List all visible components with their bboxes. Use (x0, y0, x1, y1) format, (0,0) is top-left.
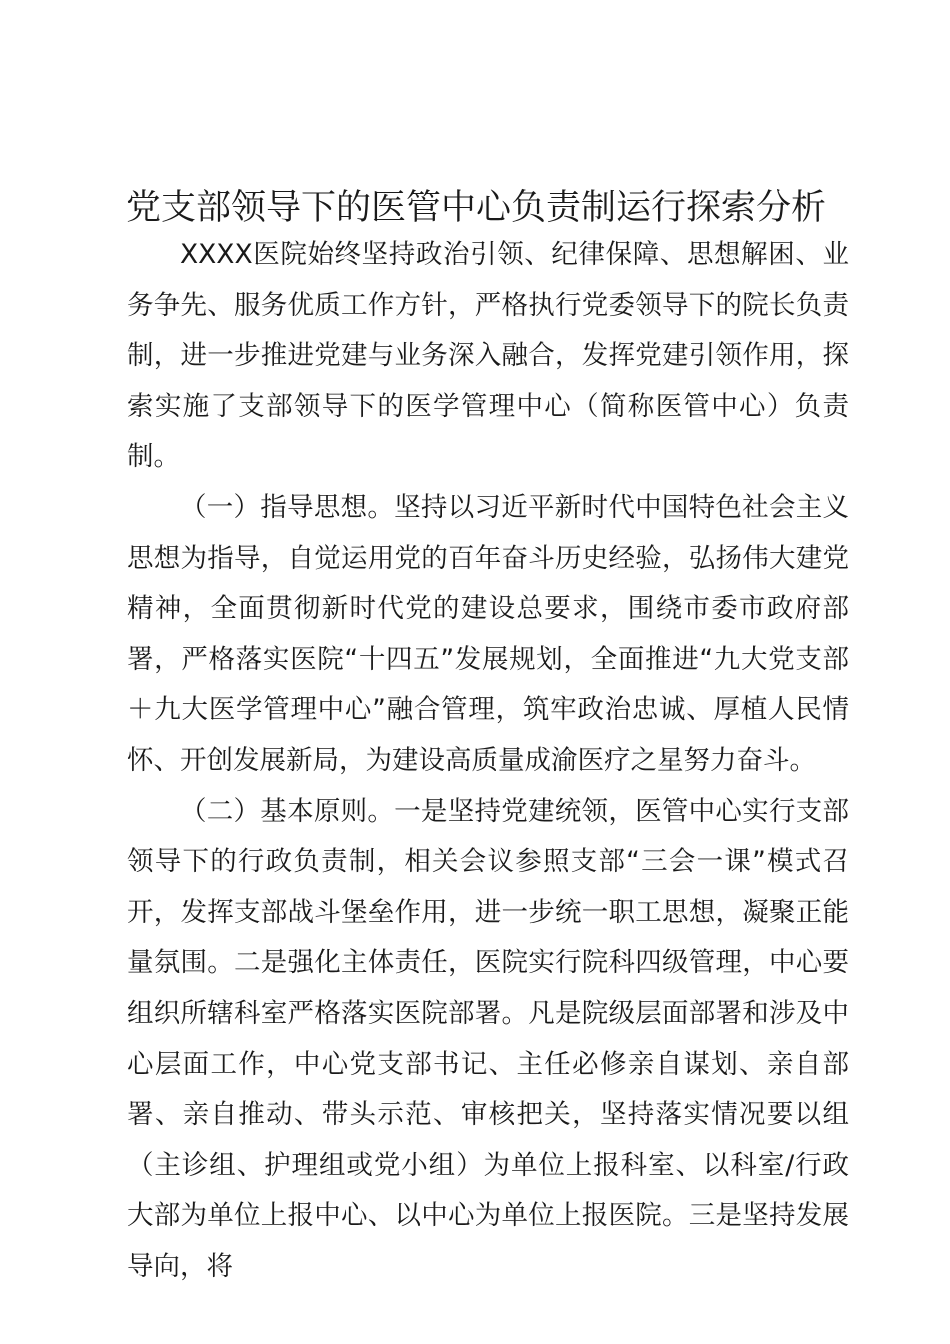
document-title: 党支部领导下的医管中心负责制运行探索分析 (126, 188, 827, 228)
paragraph-intro: XXXX医院始终坚持政治引领、纪律保障、思想解困、业务争先、服务优质工作方针，严格执行党委领导下的院长负责制，进一步推进党建与业务深入融合，发挥党建引领作用，探索实施了支部领导下的医学管理中心（简称医管中心）负责制。 (127, 239, 849, 473)
document-body (127, 230, 849, 1292)
paragraph-basic-principles: （二）基本原则。一是坚持党建统领，医管中心实行支部领导下的行政负责制，相关会议参照支部“三会一课”模式召开，发挥支部战斗堡垒作用，进一步统一职工思想，凝聚正能量氛围。二是强化主体责任，医院实行院科四级管理，中心要组织所辖科室严格落实医院部署。凡是院级层面部署和涉及中心层面工作，中心党支部书记、主任必修亲自谋划、亲自部署、亲自推动、带头示范、审核把关，坚持落实情况要以组（主诊组、护理组或党小组）为单位上报科室、以科室/行政大部为单位上报中心、以中心为单位上报医院。三是坚持发展导向，将 (127, 795, 849, 1282)
paragraph-guiding-ideology: （一）指导思想。坚持以习近平新时代中国特色社会主义思想为指导，自觉运用党的百年奋斗历史经验，弘扬伟大建党精神，全面贯彻新时代党的建设总要求，围绕市委市政府部署，严格落实医院“十四五”发展规划，全面推进“九大党支部＋九大医学管理中心”融合管理，筑牢政治忠诚、厚植人民情怀、开创发展新局，为建设高质量成渝医疗之星努力奋斗。 (127, 491, 849, 776)
